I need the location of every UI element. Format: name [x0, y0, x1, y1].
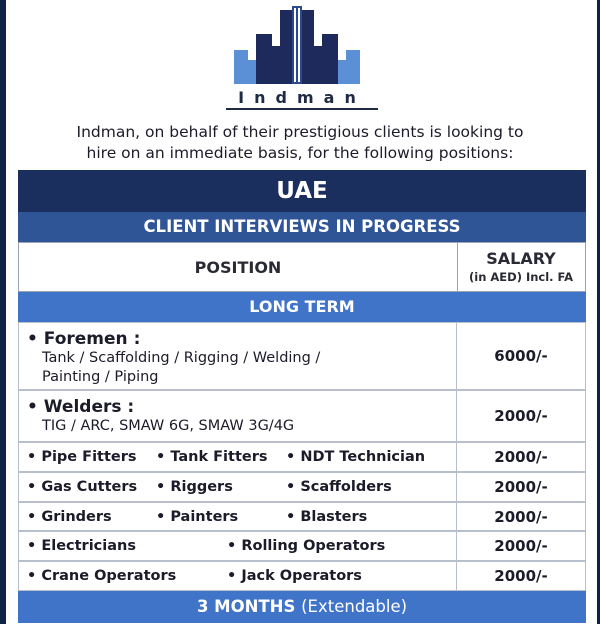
table-row	[18, 472, 586, 502]
foremen-title: • Foremen :	[27, 329, 141, 349]
intro-text	[20, 122, 580, 164]
salary-cell: 2000/-	[494, 478, 548, 496]
position-header: POSITION	[19, 243, 458, 291]
foremen-line-2: Painting / Piping	[42, 369, 159, 385]
foremen-salary: 6000/-	[494, 347, 548, 365]
position-item: • Crane Operators	[27, 568, 177, 584]
intro-line-2: hire on an immediate basis, for the following positions:	[86, 144, 514, 162]
positions-cell	[19, 503, 457, 530]
table-row-foremen	[18, 322, 586, 390]
salary-header	[457, 243, 585, 291]
country-banner: UAE	[18, 170, 586, 212]
table-row	[18, 502, 586, 531]
table-row	[18, 561, 586, 591]
table-row	[18, 531, 586, 561]
salary-cell: 2000/-	[494, 537, 548, 555]
status-banner: CLIENT INTERVIEWS IN PROGRESS	[18, 212, 586, 242]
table-row-welders	[18, 390, 586, 442]
salary-cell: 2000/-	[494, 448, 548, 466]
table-header	[18, 242, 586, 292]
logo-wordmark: Indman	[238, 88, 366, 107]
position-item: • Grinders	[27, 508, 112, 525]
position-item: • Rolling Operators	[227, 538, 386, 554]
foremen-cell	[19, 323, 457, 389]
position-item: • Gas Cutters	[27, 479, 138, 495]
position-item: • Tank Fitters	[156, 449, 268, 465]
positions-cell	[19, 532, 457, 560]
intro-line-1: Indman, on behalf of their prestigious clients is looking to	[76, 123, 524, 141]
welders-line-1: TIG / ARC, SMAW 6G, SMAW 3G/4G	[42, 418, 295, 434]
position-item: • Scaffolders	[286, 479, 392, 495]
foremen-line-1: Tank / Scaffolding / Rigging / Welding /	[42, 350, 321, 366]
position-item: • Electricians	[27, 538, 136, 554]
position-item: • Pipe Fitters	[27, 449, 137, 465]
logo-underline	[226, 108, 378, 110]
welders-cell	[19, 391, 457, 441]
short-term-label: 3 MONTHS	[196, 597, 296, 616]
welders-title: • Welders :	[27, 397, 135, 417]
salary-header-note: (in AED) Incl. FA	[469, 270, 573, 284]
position-item: • Riggers	[156, 479, 233, 495]
positions-cell	[19, 443, 457, 471]
short-term-note: (Extendable)	[301, 597, 408, 616]
positions-cell	[19, 562, 457, 590]
position-item: • Jack Operators	[227, 568, 362, 584]
position-item: • Blasters	[286, 508, 368, 525]
position-item: • NDT Technician	[286, 449, 426, 465]
salary-cell: 2000/-	[494, 507, 548, 526]
positions-cell	[19, 473, 457, 501]
indman-logo	[0, 0, 600, 112]
table-row	[18, 442, 586, 472]
salary-header-label: SALARY	[486, 249, 556, 268]
short-term-section	[18, 591, 586, 623]
salary-cell: 2000/-	[494, 567, 548, 585]
position-item: • Painters	[156, 508, 239, 525]
long-term-section: LONG TERM	[18, 292, 586, 322]
logo-mark	[222, 4, 382, 88]
welders-salary: 2000/-	[494, 407, 548, 425]
